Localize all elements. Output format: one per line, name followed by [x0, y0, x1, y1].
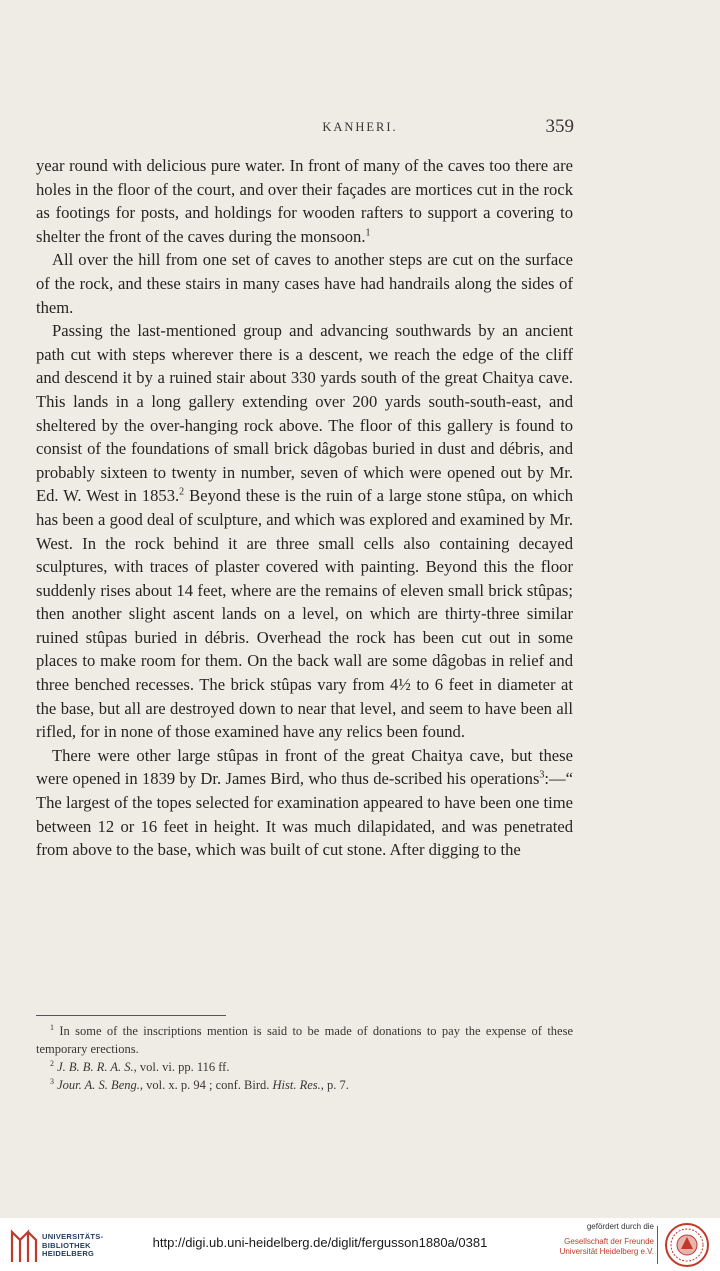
footnotes [36, 1022, 573, 1094]
library-logo-icon[interactable] [8, 1226, 42, 1266]
footnote-rule [36, 1015, 226, 1016]
footnote-ref: 3 [539, 769, 545, 781]
paragraph [36, 319, 573, 744]
sponsor-name [520, 1237, 654, 1257]
library-name-line: HEIDELBERG [42, 1249, 95, 1258]
paragraph-text: year round with delicious pure water. In front of many of the caves too there are holes in the floor of the court, and over their façades are mortices cut in the rock as footings for posts, and holdings for wooden rafters to support a covering to shelter the front of the caves during the monsoon. [36, 156, 573, 246]
paragraph-text: Beyond these is the ruin of a large stone stûpa, on which has been a good deal of sculpture, and which was explored and examined by Mr. West. In the rock behind it are three small cells also containing decayed sculptures, with traces of plaster covered with painting. Beyond this the floor suddenly rises about 14 feet, where are the remains of eleven small brick stûpas; then another slight ascent lands on a level, on which are thirty-three similar ruined stûpas buried in débris. Overhead the rock has been cut out in some places to make room for them. On the back wall are some dâgobas in relief and three benched recesses. The brick stûpas vary from 4½ to 6 feet in diameter at the base, but all are destroyed down to near that level, and seem to have been all rifled, for in none of those examined have any relics been found. [36, 486, 573, 742]
footnote-mark: 3 [50, 1076, 54, 1086]
permalink-url[interactable]: http://digi.ub.uni-heidelberg.de/diglit/fergusson1880a/0381 [152, 1235, 488, 1250]
body-text [36, 154, 573, 862]
footnote-mark: 2 [50, 1058, 54, 1068]
footnote-text: , vol. x. p. 94 ; conf. Bird. [139, 1078, 270, 1092]
paragraph-text: Passing the last-mentioned group and advancing southwards by an ancient path cut with steps wherever there is a descent, we reach the edge of the cliff and descend it by a ruined stair about 330 yards south of the great Chaitya cave. This lands in a long gallery extending over 200 yards south-south-east, and sheltered by the over-hanging rock above. The floor of this gallery is found to consist of the foundations of small brick dâgobas buried in dust and débris, and probably sixteen to twenty in number, seven of which were opened out by Mr. Ed. W. West in 1853. [36, 321, 573, 506]
footnote-text: In some of the inscriptions mention is said to be made of donations to pay the expense of these temporary erections. [36, 1024, 574, 1056]
paragraph-text: All over the hill from one set of caves to another steps are cut on the surface of the rock, and these stairs in many cases have had handrails along the sides of them. [36, 250, 573, 317]
running-head: KANHERI. [322, 120, 398, 134]
paragraph-continued [36, 154, 573, 248]
library-name-line: UNIVERSITÄTS- [42, 1232, 104, 1241]
footnote-mark: 1 [50, 1022, 54, 1032]
paragraph [36, 744, 573, 862]
footnote-ref: 1 [365, 227, 371, 239]
paragraph-text: There were other large stûpas in front of the great Chaitya cave, but these were opened in 1839 by Dr. James Bird, who thus de-scribed his operations [36, 745, 573, 789]
sponsor-name-line: Universität Heidelberg e.V. [559, 1247, 654, 1256]
sponsor-block [520, 1222, 654, 1257]
footnote-ref: 2 [179, 486, 185, 498]
footnote-citation: J. B. B. R. A. S. [57, 1060, 134, 1074]
digitization-footer [0, 1218, 720, 1271]
footnote [36, 1058, 573, 1076]
footnote-text: , p. 7. [320, 1078, 349, 1092]
footnote-citation: Hist. Res. [272, 1078, 321, 1092]
page-number: 359 [545, 116, 574, 137]
page-header [0, 116, 720, 142]
sponsor-name-line: Gesellschaft der Freunde [564, 1237, 654, 1246]
footer-divider [657, 1226, 658, 1264]
sponsor-label: gefördert durch die [586, 1222, 654, 1231]
footnote [36, 1022, 573, 1058]
library-name-line: BIBLIOTHEK [42, 1240, 91, 1250]
paragraph-text: :—“ The largest of the topes selected for examination appeared to have been one time between 12 or 16 feet in height. It was much dilapidated, and was penetrated from above to the base, which was built of cut stone. After digging to the [36, 769, 573, 860]
footnote-text: , vol. vi. pp. 116 ff. [133, 1060, 230, 1074]
university-seal-icon[interactable] [664, 1222, 710, 1268]
library-name [42, 1233, 103, 1259]
paragraph [36, 248, 573, 319]
footnote [36, 1076, 573, 1094]
footnote-citation: Jour. A. S. Beng. [57, 1078, 140, 1092]
